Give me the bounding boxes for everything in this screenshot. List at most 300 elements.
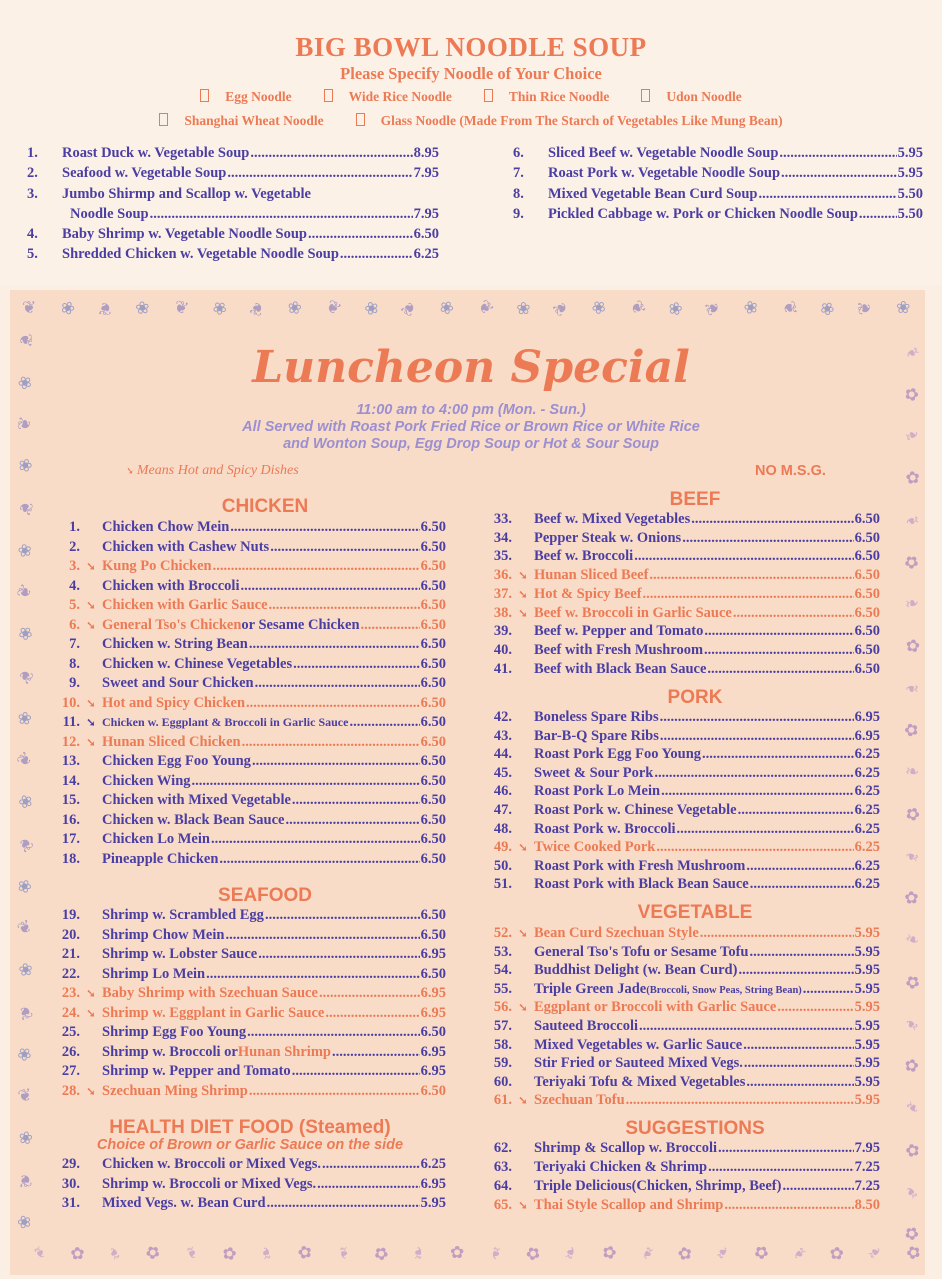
dot-leader [270, 539, 419, 556]
leaf-ornament-icon: ❦ [15, 331, 36, 349]
item-name: Beef with Fresh Mushroom [534, 641, 704, 658]
soup-item [27, 186, 439, 203]
leaf-ornament-icon: ❀ [15, 1129, 37, 1147]
leaf-ornament-icon: ❦ [171, 296, 191, 319]
menu-item [490, 1092, 880, 1111]
item-name-alt: Hunan Shrimp [237, 1043, 331, 1060]
chili-pepper-icon: ➘ [86, 600, 96, 612]
item-name: Chicken w. Broccoli or Mixed Vegs. [102, 1156, 321, 1172]
item-price: 5.95 [897, 145, 923, 161]
dot-leader [192, 773, 420, 790]
dot-leader [240, 578, 419, 595]
menu-item [58, 734, 446, 753]
dot-leader [777, 999, 853, 1016]
leaf-ornament-icon: ✿ [65, 1241, 89, 1266]
chili-pepper-icon: ➘ [518, 1095, 528, 1108]
item-price: 6.95 [420, 985, 446, 1001]
item-number: 2. [27, 165, 38, 182]
item-number: 7. [69, 636, 80, 652]
chili-pepper-icon: ➘ [86, 717, 96, 729]
item-number: 62. [493, 1140, 512, 1156]
dot-leader [293, 656, 419, 673]
item-number: 39. [493, 623, 512, 640]
item-number: 43. [493, 727, 512, 744]
item-number: 37. [493, 585, 512, 602]
menu-item [490, 586, 880, 605]
item-number: 34. [493, 529, 512, 546]
leaf-ornament-icon: ❦ [15, 1001, 36, 1024]
dot-leader [704, 642, 854, 659]
dot-leader [225, 927, 419, 944]
menu-item [490, 962, 880, 981]
item-name: Chicken with Mixed Vegetable [102, 792, 291, 808]
leaf-ornament-icon: ✿ [750, 1240, 773, 1265]
luncheon-hours [0, 402, 942, 453]
served-with-line-2: and Wonton Soup, Egg Drop Soup or Hot & Sour Soup [283, 436, 659, 452]
leaf-ornament-icon: ✿ [900, 552, 923, 572]
dot-leader [634, 548, 853, 565]
item-price: 6.95 [420, 1175, 446, 1192]
leaf-ornament-icon: ❀ [14, 621, 37, 646]
item-price: 6.50 [854, 623, 880, 640]
leaf-ornament-icon: ❦ [473, 296, 498, 320]
menu-item [490, 1159, 880, 1178]
noodle-option-label: Thin Rice Noodle [508, 89, 610, 104]
dot-leader [150, 206, 413, 223]
item-number: 46. [493, 783, 512, 800]
item-number: 23. [61, 985, 80, 1001]
noodle-option[interactable] [192, 89, 299, 104]
item-name: Pickled Cabbage w. Pork or Chicken Noodle Soup [548, 206, 858, 223]
item-number: 29. [61, 1156, 80, 1172]
soup-item [513, 206, 923, 223]
item-number: 55. [493, 980, 512, 997]
leaf-ornament-icon: ❀ [13, 706, 37, 731]
dot-leader [340, 246, 413, 263]
vegetable-heading: VEGETABLE [637, 902, 753, 923]
item-price: 6.50 [420, 694, 446, 711]
item-number: 57. [493, 1018, 512, 1034]
leaf-ornament-icon: ✿ [900, 467, 925, 489]
leaf-ornament-icon: ❀ [12, 875, 37, 898]
item-price: 5.50 [897, 206, 923, 223]
menu-item [490, 728, 880, 747]
item-name: Chicken with Broccoli [102, 577, 240, 594]
menu-item [490, 530, 880, 549]
item-name: Beef w. Mixed Vegetables [534, 511, 691, 527]
item-name: Szechuan Tofu [534, 1092, 625, 1109]
dot-leader [743, 1037, 853, 1054]
leaf-ornament-icon: ❀ [282, 297, 307, 319]
leaf-ornament-icon: ❦ [13, 414, 36, 434]
menu-item [58, 831, 446, 850]
item-number: 38. [493, 604, 512, 621]
noodle-option-label: Egg Noodle [225, 89, 292, 104]
item-name: Shrimp w. Broccoli or [102, 1043, 238, 1060]
dot-leader [654, 765, 853, 782]
item-number: 51. [493, 876, 512, 893]
item-number: 64. [493, 1178, 512, 1194]
item-name: Triple Green Jade [534, 980, 647, 997]
item-number: 58. [493, 1036, 512, 1053]
item-number: 18. [61, 850, 80, 867]
item-price: 8.50 [854, 1197, 880, 1213]
leaf-ornament-icon: ❦ [13, 664, 38, 688]
soup-title: BIG BOWL NOODLE SOUP [295, 32, 647, 62]
item-price: 6.50 [420, 519, 446, 535]
item-number: 49. [493, 839, 512, 856]
item-name: Teriyaki Tofu & Mixed Vegetables [534, 1073, 746, 1090]
leaf-ornament-icon: ❦ [397, 296, 421, 321]
dot-leader [746, 858, 853, 875]
leaf-ornament-icon: ❀ [359, 296, 384, 320]
item-name: Sweet & Sour Pork [534, 764, 654, 781]
item-price: 5.50 [897, 185, 923, 202]
item-price: 5.95 [854, 1036, 880, 1053]
menu-item [58, 1156, 446, 1175]
menu-item [58, 675, 446, 694]
dot-leader [779, 145, 896, 162]
noodle-options-row-2 [0, 113, 942, 129]
item-name: Hot and Spicy Chicken [102, 694, 246, 711]
dot-leader [738, 802, 854, 819]
item-number: 48. [493, 820, 512, 837]
leaf-ornament-icon: ❧ [904, 761, 920, 782]
chili-pepper-icon: ➘ [86, 736, 96, 749]
item-name: Shrimp w. Pepper and Tomato [102, 1063, 291, 1079]
leaf-ornament-icon: ❦ [16, 1084, 34, 1107]
item-number: 20. [61, 926, 80, 943]
dot-leader [285, 812, 419, 829]
leaf-ornament-icon: ❀ [587, 295, 610, 320]
noodle-option[interactable] [348, 113, 791, 128]
item-number: 52. [493, 925, 512, 941]
dot-leader [361, 617, 420, 634]
health-diet-subheading: Choice of Brown or Garlic Sauce on the side [96, 1137, 404, 1153]
dot-leader [708, 1159, 854, 1176]
leaf-ornament-icon: ✿ [901, 1241, 926, 1265]
menu-item [58, 1083, 446, 1102]
item-price: 6.25 [854, 876, 880, 893]
item-price: 6.95 [854, 727, 880, 744]
item-name: Roast Duck w. Vegetable Soup [62, 145, 250, 161]
leaf-ornament-icon: ❧ [902, 509, 923, 532]
item-name-alt: or Sesame Chicken [241, 616, 360, 633]
item-number: 3. [27, 185, 38, 202]
noodle-option-label: Glass Noodle (Made From The Starch of Vegetables Like Mung Bean) [380, 113, 783, 128]
soup-item [27, 246, 439, 263]
item-name: Pepper Steak w. Onions [534, 529, 682, 546]
dot-leader [749, 944, 853, 961]
leaf-ornament-icon: ❀ [434, 295, 459, 320]
checkbox-icon[interactable] [324, 89, 333, 102]
pork-heading: PORK [667, 687, 723, 708]
leaf-ornament-icon: ❦ [548, 297, 573, 320]
item-number: 22. [61, 965, 80, 982]
item-number: 25. [61, 1024, 80, 1040]
menu-item [490, 925, 880, 944]
dot-leader [660, 709, 854, 726]
item-number: 36. [493, 567, 512, 584]
menu-item [58, 985, 446, 1004]
item-name: Mixed Vegetables w. Garlic Sauce [534, 1036, 743, 1053]
item-price: 6.50 [420, 616, 446, 633]
dot-leader [265, 907, 420, 924]
item-name: Sauteed Broccoli [534, 1018, 639, 1034]
leaf-ornament-icon: ❀ [741, 296, 761, 319]
leaf-ornament-icon: ❧ [901, 1012, 923, 1037]
dot-leader [242, 734, 420, 751]
item-price: 6.50 [420, 850, 446, 867]
item-name: Shredded Chicken w. Vegetable Noodle Soup [62, 246, 339, 263]
leaf-ornament-icon: ❦ [14, 915, 36, 940]
health-diet-heading: HEALTH DIET FOOD (Steamed) [109, 1117, 391, 1138]
dot-leader [750, 876, 854, 893]
item-number: 63. [493, 1159, 512, 1175]
menu-item [58, 966, 446, 985]
item-price: 6.25 [854, 820, 880, 837]
item-number: 5. [69, 597, 80, 613]
item-price: 6.25 [420, 1156, 446, 1172]
item-price: 6.50 [420, 907, 446, 923]
item-number: 17. [61, 831, 80, 847]
no-msg-note: NO M.S.G. [755, 463, 826, 479]
item-price: 7.25 [854, 1178, 880, 1194]
item-name: Chicken with Garlic Sauce [102, 597, 268, 613]
item-name: Noodle Soup [70, 205, 149, 222]
item-name: Beef w. Pepper and Tomato [534, 623, 704, 640]
item-price: 5.95 [420, 1195, 446, 1211]
dot-leader [859, 206, 897, 223]
item-price: 6.50 [420, 772, 446, 789]
noodle-option[interactable] [316, 89, 460, 104]
dot-leader [691, 511, 853, 528]
item-name: Shrimp & Scallop w. Broccoli [534, 1140, 718, 1156]
leaf-ornament-icon: ✿ [524, 1242, 542, 1264]
item-name: General Tso's Tofu or Sesame Tofu [534, 943, 749, 960]
noodle-option-label: Wide Rice Noodle [348, 89, 452, 104]
leaf-ornament-icon: ❦ [17, 1170, 33, 1191]
item-price: 6.95 [420, 1004, 446, 1021]
dot-leader [267, 1195, 420, 1212]
item-price: 6.50 [420, 753, 446, 769]
menu-item [58, 656, 446, 675]
item-name: Roast Pork w. Broccoli [534, 820, 676, 837]
item-price: 6.25 [854, 839, 880, 856]
menu-item [490, 661, 880, 680]
menu-item [58, 927, 446, 946]
leaf-ornament-icon: ❧ [901, 1095, 924, 1120]
leaf-ornament-icon: ❀ [131, 298, 154, 317]
leaf-ornament-icon: ❦ [13, 747, 37, 772]
noodle-option[interactable] [151, 113, 331, 128]
dot-leader [782, 1178, 853, 1195]
item-name: Boneless Spare Ribs [534, 709, 659, 725]
menu-item [490, 999, 880, 1018]
checkbox-icon[interactable] [484, 89, 493, 102]
item-price: 5.95 [854, 962, 880, 979]
dot-leader [677, 821, 854, 838]
item-price: 6.50 [420, 636, 446, 652]
item-price: 8.95 [413, 145, 439, 161]
noodle-options-row-1 [0, 89, 942, 105]
leaf-ornament-icon: ❧ [900, 1180, 924, 1205]
item-number: 1. [27, 145, 38, 161]
item-price: 6.50 [420, 538, 446, 555]
menu-item [58, 753, 446, 772]
menu-item [58, 946, 446, 965]
item-name: Shrimp w. Eggplant in Garlic Sauce [102, 1004, 325, 1021]
leaf-ornament-icon: ✿ [141, 1240, 164, 1265]
item-name: Chicken Wing [102, 772, 191, 789]
menu-item [58, 1195, 446, 1214]
leaf-ornament-icon: ❦ [625, 297, 650, 319]
item-number: 27. [61, 1063, 80, 1079]
dot-leader [660, 728, 854, 745]
menu-item [58, 812, 446, 831]
leaf-ornament-icon: ❦ [779, 299, 801, 317]
item-name: Triple Delicious(Chicken, Shrimp, Beef) [534, 1178, 782, 1194]
chili-pepper-icon: ➘ [518, 570, 528, 583]
menu-item [58, 1024, 446, 1043]
item-number: 6. [513, 145, 524, 161]
item-name: Shrimp Lo Mein [102, 965, 206, 982]
item-number: 4. [69, 577, 80, 594]
leaf-ornament-icon: ✿ [901, 971, 925, 993]
item-name-detail: (Broccoli, Snow Peas, String Bean) [646, 984, 802, 996]
leaf-ornament-icon: ❦ [854, 300, 875, 316]
menu-item [490, 765, 880, 784]
menu-item [490, 548, 880, 567]
item-name: Chicken w. String Bean [102, 636, 248, 652]
leaf-ornament-icon: ❦ [246, 296, 268, 321]
item-price: 5.95 [854, 1073, 880, 1090]
item-price: 7.95 [413, 165, 439, 182]
item-name: Seafood w. Vegetable Soup [62, 165, 227, 182]
item-number: 31. [61, 1195, 80, 1211]
dot-leader [724, 1197, 853, 1214]
item-name: Buddhist Delight (w. Bean Curd) [534, 962, 738, 979]
chili-pepper-icon: ➘ [518, 607, 528, 620]
item-name: Shrimp Chow Mein [102, 926, 225, 943]
dot-leader [707, 661, 853, 678]
dot-leader [704, 623, 853, 640]
noodle-option-label: Shanghai Wheat Noodle [184, 113, 324, 128]
item-name: Roast Pork with Fresh Mushroom [534, 857, 746, 874]
leaf-ornament-icon: ✿ [900, 888, 923, 908]
leaf-ornament-icon: ❦ [12, 580, 37, 603]
item-price: 6.50 [854, 548, 880, 565]
item-price: 6.50 [420, 831, 446, 847]
chili-pepper-icon: ➘ [518, 842, 528, 855]
item-name: Chicken w. Chinese Vegetables [102, 655, 293, 672]
item-number: 41. [493, 660, 512, 677]
item-name: Beef with Black Bean Sauce [534, 660, 707, 677]
item-number: 56. [493, 999, 512, 1016]
item-number: 53. [493, 943, 512, 960]
item-name: Baby Shrimp w. Vegetable Noodle Soup [62, 225, 307, 242]
item-price: 6.95 [854, 709, 880, 725]
item-number: 26. [61, 1043, 80, 1060]
leaf-ornament-icon: ❀ [208, 298, 231, 319]
item-price: 6.25 [413, 246, 439, 263]
dot-leader [206, 966, 420, 983]
leaf-ornament-icon: ❀ [895, 297, 911, 318]
item-price: 6.50 [854, 511, 880, 527]
leaf-ornament-icon: ❦ [701, 298, 724, 318]
item-name: Beef w. Broccoli [534, 548, 634, 565]
leaf-ornament-icon: ✿ [899, 383, 924, 406]
menu-item [58, 907, 446, 926]
menu-item [490, 567, 880, 586]
item-number: 28. [61, 1082, 80, 1099]
menu-item [490, 802, 880, 821]
chili-pepper-icon: ➘ [86, 697, 96, 710]
menu-item [490, 821, 880, 840]
checkbox-icon[interactable] [159, 113, 168, 126]
leaf-ornament-icon: ❧ [179, 1242, 204, 1264]
checkbox-icon[interactable] [200, 89, 209, 102]
item-number: 44. [493, 746, 512, 763]
item-price: 6.50 [420, 965, 446, 982]
item-name: Shrimp w. Broccoli or Mixed Vegs. [102, 1175, 317, 1192]
menu-item [490, 783, 880, 802]
noodle-option[interactable] [633, 89, 749, 104]
leaf-ornament-icon: ❀ [819, 298, 836, 319]
checkbox-icon[interactable] [641, 89, 650, 102]
menu-item [58, 1005, 446, 1024]
leaf-ornament-icon: ✿ [900, 1221, 924, 1246]
item-number: 60. [493, 1073, 512, 1090]
item-name: Pineapple Chicken [102, 850, 219, 867]
checkbox-icon[interactable] [356, 113, 365, 126]
item-number: 21. [61, 946, 80, 962]
dot-leader [781, 165, 897, 182]
leaf-ornament-icon: ❀ [13, 790, 38, 814]
chicken-heading: CHICKEN [221, 496, 309, 517]
leaf-ornament-icon: ❧ [710, 1241, 735, 1264]
item-number: 50. [493, 857, 512, 874]
leaf-ornament-icon: ❀ [16, 371, 34, 394]
item-number: 14. [61, 772, 80, 789]
dot-leader [661, 783, 854, 800]
item-number: 12. [61, 733, 80, 750]
menu-item [58, 1176, 446, 1195]
item-name: Twice Cooked Pork [534, 839, 656, 856]
item-price: 6.25 [854, 746, 880, 763]
dot-leader [744, 1055, 854, 1072]
item-name: Hot & Spicy Beef [534, 585, 642, 602]
item-number: 45. [493, 764, 512, 781]
hours-text: 11:00 am to 4:00 pm (Mon. - Sun.) [356, 402, 586, 418]
dot-leader [258, 946, 419, 963]
item-number: 30. [61, 1175, 80, 1192]
noodle-option[interactable] [476, 89, 618, 104]
item-name: Shrimp Egg Foo Young [102, 1024, 247, 1040]
item-price: 6.50 [420, 926, 446, 943]
dot-leader [230, 519, 419, 536]
leaf-ornament-icon: ❧ [27, 1240, 52, 1265]
leaf-ornament-icon: ❧ [901, 340, 924, 365]
item-name: Chicken Chow Mein [102, 519, 230, 535]
menu-item [490, 1018, 880, 1037]
leaf-ornament-icon: ❧ [903, 845, 921, 868]
item-number: 9. [69, 675, 80, 691]
leaf-ornament-icon: ❧ [863, 1240, 887, 1265]
dot-leader [255, 675, 420, 692]
leaf-ornament-icon: ❧ [485, 1245, 506, 1261]
leaf-ornament-icon: ❀ [57, 300, 78, 316]
